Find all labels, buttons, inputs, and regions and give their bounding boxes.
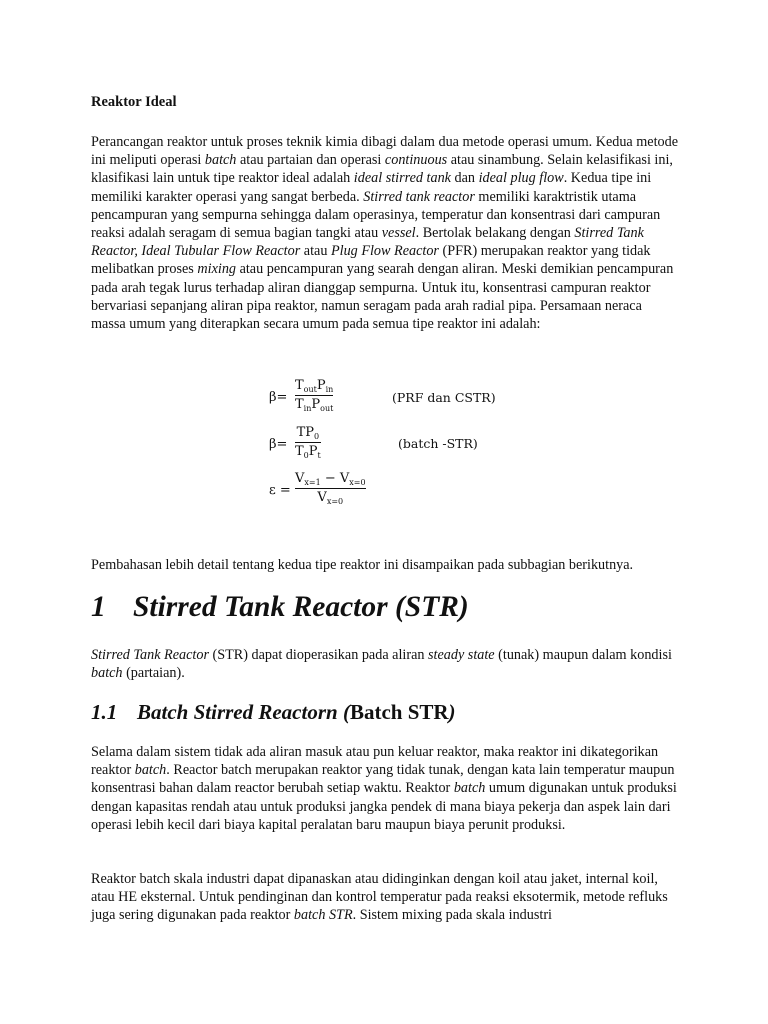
italic-run: batch bbox=[204, 152, 237, 169]
text-run: (partaian). bbox=[122, 665, 185, 682]
italic-run: Stirred Tank Reactor, Ideal Tubular Flow Reactor bbox=[91, 225, 644, 260]
heading-text: Stirred Tank Reactor (STR) bbox=[133, 591, 469, 623]
text-run: atau bbox=[300, 243, 331, 260]
text-run: . Sistem mixing pada skala industri bbox=[352, 907, 553, 924]
fraction-numerator: $V_{x=1} - V_{x=0}$ bbox=[295, 471, 366, 487]
italic-run: steady state bbox=[428, 647, 495, 663]
fraction-bar bbox=[295, 395, 333, 396]
equation-lhs: ε = bbox=[269, 483, 291, 498]
text-run: (PFR) merupakan reaktor yang tidak melibatkan proses bbox=[91, 243, 651, 278]
heading-text-upright: Batch STR bbox=[349, 700, 449, 724]
equation-lhs: β= bbox=[269, 390, 288, 405]
italic-run: batch STR bbox=[293, 907, 353, 924]
detail-paragraph: Pembahasan lebih detail tentang kedua tipe reaktor ini disampaikan pada subbagian berikutnya. bbox=[91, 557, 634, 573]
heading-number: 1 bbox=[91, 591, 106, 623]
equation-note: (PRF dan CSTR) bbox=[392, 390, 496, 405]
equation-note: (batch -STR) bbox=[398, 436, 478, 451]
text-run: Reaktor batch skala industri dapat dipanaskan atau didinginkan dengan koil atau jaket, internal koil, atau HE eksternal. Untuk pendinginan dan kontrol temperatur pada reaksi eksotermik, metode refluks juga sering digunakan pada reaktor bbox=[91, 871, 668, 924]
text-run: atau partaian dan operasi bbox=[236, 152, 385, 169]
str-paragraph bbox=[91, 646, 679, 682]
heading-text: ) bbox=[448, 700, 456, 724]
equation-fraction bbox=[295, 471, 366, 506]
text-run: . Kedua tipe ini memiliki karakter operasi yang sangat berbeda. bbox=[91, 170, 652, 205]
italic-run: batch bbox=[91, 665, 123, 682]
intro-paragraph bbox=[91, 133, 679, 333]
text-run: umum digunakan untuk produksi dengan kapasitas rendah atau untuk produksi jangka pendek di mana biaya pekerja dan aspek lain dari operasi lebih kecil dari biaya kapital peralatan baru maupun biaya perunit produksi. bbox=[91, 780, 677, 833]
fraction-numerator: $T_{out}P_{in}$ bbox=[295, 378, 334, 394]
text-run: atau sinambung. Selain kelasifikasi ini, klasifikasi lain untuk tipe reaktor ideal adalah bbox=[91, 152, 673, 187]
batch-paragraph-1 bbox=[91, 743, 679, 834]
equation-fraction bbox=[295, 378, 333, 413]
italic-run: Plug Flow Reactor bbox=[330, 243, 439, 260]
italic-run: vessel bbox=[381, 225, 416, 242]
section-title: Reaktor Ideal bbox=[91, 94, 177, 110]
italic-run: batch bbox=[134, 762, 167, 779]
heading-text: Batch Stirred Reactorn ( bbox=[137, 700, 350, 724]
italic-run: Stirred Tank Reactor bbox=[91, 647, 209, 663]
text-run: . Reactor batch merupakan reaktor yang tidak tunak, dengan kata lain temperatur maupun konsentrasi bahan dalam reactor berubah setiap waktu. Reaktor bbox=[91, 762, 675, 797]
text-run: dan bbox=[450, 170, 479, 187]
text-run: atau pencampuran yang searah dengan aliran. Meski demikian pencampuran pada arah tegak lurus terhadap aliran dianggap sempurna. Untuk itu, konsentrasi campuran reaktor bervariasi sepanjang aliran pipa reaktor, namun seragam pada arah radial pipa. Persamaan neraca massa umum yang diterapkan secara umum pada semua tipe reaktor ini adalah: bbox=[91, 261, 674, 333]
text-run: . Bertolak belakang dengan bbox=[415, 225, 575, 242]
italic-run: ideal plug flow bbox=[478, 170, 564, 187]
italic-run: mixing bbox=[197, 261, 237, 278]
italic-run: ideal stirred tank bbox=[353, 170, 451, 187]
heading-batch-str bbox=[91, 700, 456, 725]
text-run: Perancangan reaktor untuk proses teknik kimia dibagi dalam dua metode operasi umum. Kedua metode ini meliputi operasi bbox=[91, 134, 679, 169]
fraction-denominator: $T_0P_t$ bbox=[295, 444, 321, 460]
fraction-denominator: $T_{in}P_{out}$ bbox=[295, 397, 334, 413]
equation-lhs: β= bbox=[269, 437, 288, 452]
italic-run: batch bbox=[453, 780, 486, 797]
italic-run: continuous bbox=[384, 152, 448, 169]
fraction-bar bbox=[295, 488, 366, 489]
italic-run: Stirred tank reactor bbox=[363, 188, 475, 205]
equation-fraction bbox=[295, 425, 321, 460]
fraction-denominator: $V_{x=0}$ bbox=[317, 490, 344, 506]
text-run: (STR) dapat dioperasikan pada aliran bbox=[208, 647, 429, 663]
text-run: (tunak) maupun dalam kondisi bbox=[494, 647, 672, 663]
fraction-numerator: $TP_0$ bbox=[296, 425, 320, 441]
heading-stirred-tank-reactor bbox=[91, 591, 469, 624]
batch-paragraph-2 bbox=[91, 870, 679, 925]
text-run: memiliki karaktristik utama pencampuran yang sempurna sehingga dalam operasinya, temperatur dan konsentrasi dari campuran reaksi adalah seragam di semua bagian tangki atau bbox=[91, 188, 661, 242]
heading-number: 1.1 bbox=[91, 700, 118, 724]
text-run: Selama dalam sistem tidak ada aliran masuk atau pun keluar reaktor, maka reaktor ini dikategorikan reaktor bbox=[91, 744, 659, 779]
fraction-bar bbox=[295, 442, 321, 443]
